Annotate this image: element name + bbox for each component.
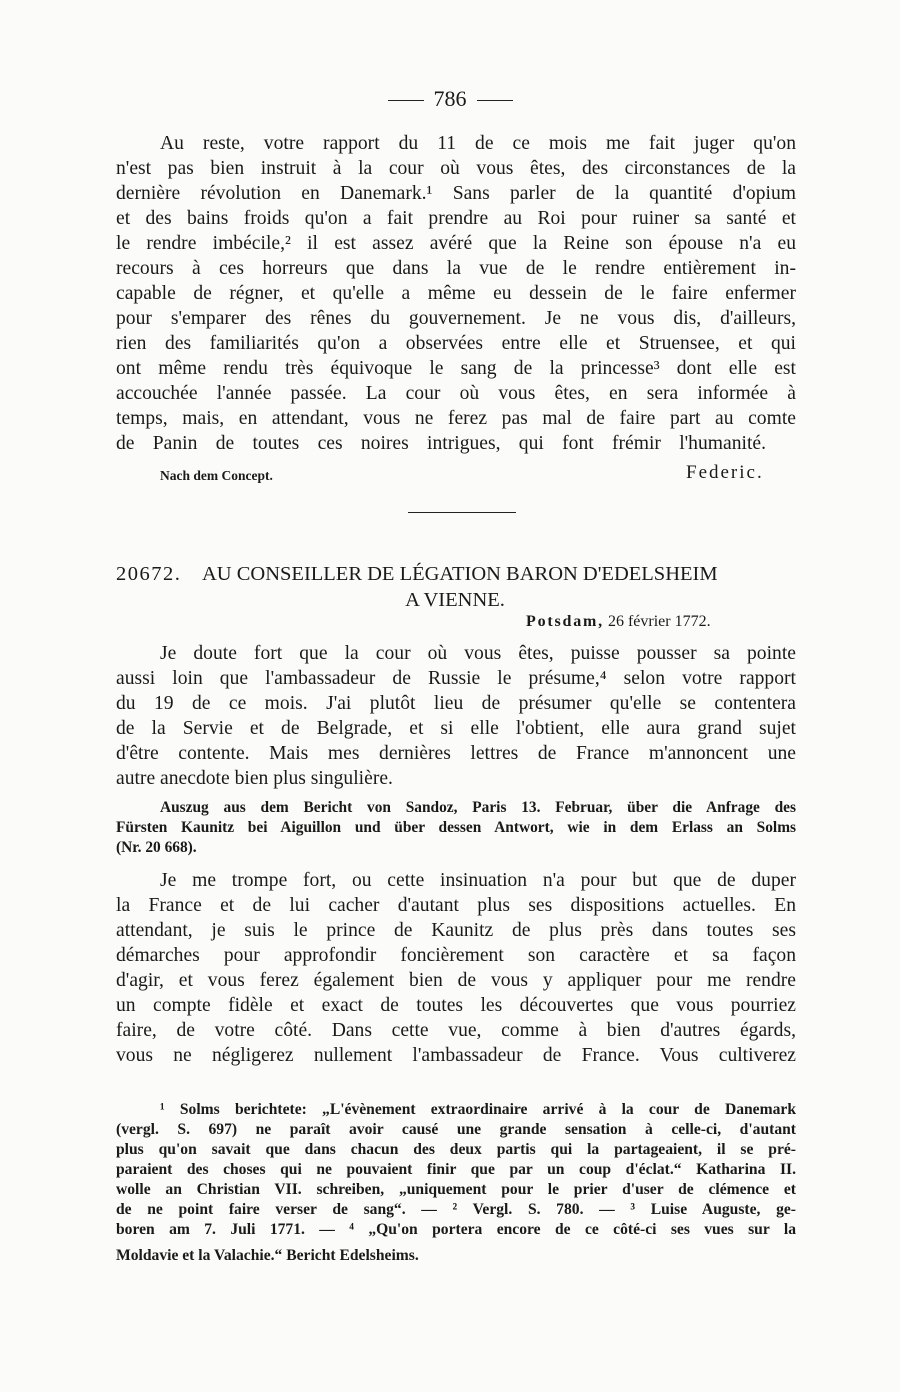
- note-line: (Nr. 20 668).: [116, 839, 197, 856]
- source-note: Nach dem Concept.: [160, 468, 273, 483]
- text-line: n'est pas bien instruit à la cour où vous êtes, des circonstances de la: [116, 158, 796, 179]
- text-line: aussi loin que l'ambassadeur de Russie le présume,⁴ selon votre rapport: [116, 668, 796, 689]
- text-line: capable de régner, et qu'elle a même eu dessein de le faire enfermer: [116, 283, 796, 304]
- page-number: 786: [433, 86, 467, 111]
- letter-destination: A VIENNE.: [405, 589, 505, 611]
- text-line: la France et de lui cacher d'autant plus ses dispositions actuelles. En: [116, 895, 796, 916]
- text-line: Je doute fort que la cour où vous êtes, puisse pousser sa pointe: [160, 643, 796, 664]
- text-line: et des bains froids qu'on a fait prendre au Roi pour ruiner sa santé et: [116, 208, 796, 229]
- footnote-line: de ne point faire verser de sang“. — ² Vergl. S. 780. — ³ Luise Auguste, ge-: [116, 1201, 796, 1218]
- date: 26 février 1772.: [607, 613, 711, 630]
- text-line: Je me trompe fort, ou cette insinuation n'a pour but que de duper: [160, 870, 796, 891]
- footnote-line: (vergl. S. 697) ne paraît avoir causé une grande sensation à celle-ci, d'autant: [116, 1121, 796, 1138]
- header-dash-left: [388, 100, 424, 101]
- page-header: [0, 86, 900, 112]
- text-line: attendant, je suis le prince de Kaunitz de plus près dans toutes ses: [116, 920, 796, 941]
- letter-recipient: AU CONSEILLER DE LÉGATION BARON D'EDELSHEIM: [202, 563, 718, 585]
- signature: Federic.: [686, 462, 764, 483]
- note-line: Auszug aus dem Bericht von Sandoz, Paris 13. Februar, über die Anfrage des: [160, 799, 796, 816]
- text-line: rien des familiarités qu'on a observées entre elle et Struensee, et qui: [116, 333, 796, 354]
- text-line: d'être contente. Mais mes dernières lettres de France m'annoncent une: [116, 743, 796, 764]
- text-line: d'agir, et vous ferez également bien de vous y appliquer pour me rendre: [116, 970, 796, 991]
- text-line: temps, mais, en attendant, vous ne ferez pas mal de faire part au comte: [116, 408, 796, 429]
- text-line: dernière révolution en Danemark.¹ Sans parler de la quantité d'opium: [116, 183, 796, 204]
- letter-number: 20672.: [116, 563, 182, 585]
- text-line: accouchée l'année passée. La cour où vous êtes, en sera informée à: [116, 383, 796, 404]
- place-date: [526, 612, 711, 632]
- text-line: faire, de votre côté. Dans cette vue, comme à bien d'autres égards,: [116, 1020, 796, 1041]
- text-line: de Panin de toutes ces noires intrigues, qui font frémir l'humanité.: [116, 433, 766, 454]
- text-line: du 19 de ce mois. J'ai plutôt lieu de présumer qu'elle se contentera: [116, 693, 796, 714]
- text-line: le rendre imbécile,² il est assez avéré que la Reine son épouse n'a eu: [116, 233, 796, 254]
- text-line: un compte fidèle et exact de toutes les découvertes que vous pourriez: [116, 995, 796, 1016]
- footnote-line: paraient des choses qui ne pouvaient finir que par un coup d'éclat.“ Katharina II.: [116, 1161, 796, 1178]
- footnote-line: ¹ Solms berichtete: „L'évènement extraordinaire arrivé à la cour de Danemark: [160, 1101, 796, 1118]
- footnote-line: boren am 7. Juli 1771. — ⁴ „Qu'on portera encore de ce côté-ci ses vues sur la: [116, 1221, 796, 1238]
- text-line: démarches pour approfondir foncièrement son caractère et sa façon: [116, 945, 796, 966]
- footnote-line: Moldavie et la Valachie.“ Bericht Edelsheims.: [116, 1247, 419, 1264]
- note-line: Fürsten Kaunitz bei Aiguillon und über dessen Antwort, wie in dem Erlass an Solms: [116, 819, 796, 836]
- text-line: ont même rendu très équivoque le sang de la princesse³ dont elle est: [116, 358, 796, 379]
- section-divider: [408, 512, 516, 513]
- footnote-line: wolle an Christian VII. schreiben, „uniquement pour le prier d'user de clémence et: [116, 1181, 796, 1198]
- text-line: recours à ces horreurs que dans la vue de le rendre entièrement in-: [116, 258, 796, 279]
- place: Potsdam,: [526, 613, 604, 630]
- text-line: vous ne négligerez nullement l'ambassadeur de France. Vous cultiverez: [116, 1045, 796, 1066]
- header-dash-right: [477, 100, 513, 101]
- text-line: Au reste, votre rapport du 11 de ce mois me fait juger qu'on: [160, 133, 796, 154]
- text-line: de la Servie et de Belgrade, et si elle l'obtient, elle aura grand sujet: [116, 718, 796, 739]
- text-line: pour s'emparer des rênes du gouvernement. Je ne vous dis, d'ailleurs,: [116, 308, 796, 329]
- text-line: autre anecdote bien plus singulière.: [116, 768, 393, 789]
- footnote-line: plus qu'on savait que dans chacun des deux partis qui la partageaient, il se pré-: [116, 1141, 796, 1158]
